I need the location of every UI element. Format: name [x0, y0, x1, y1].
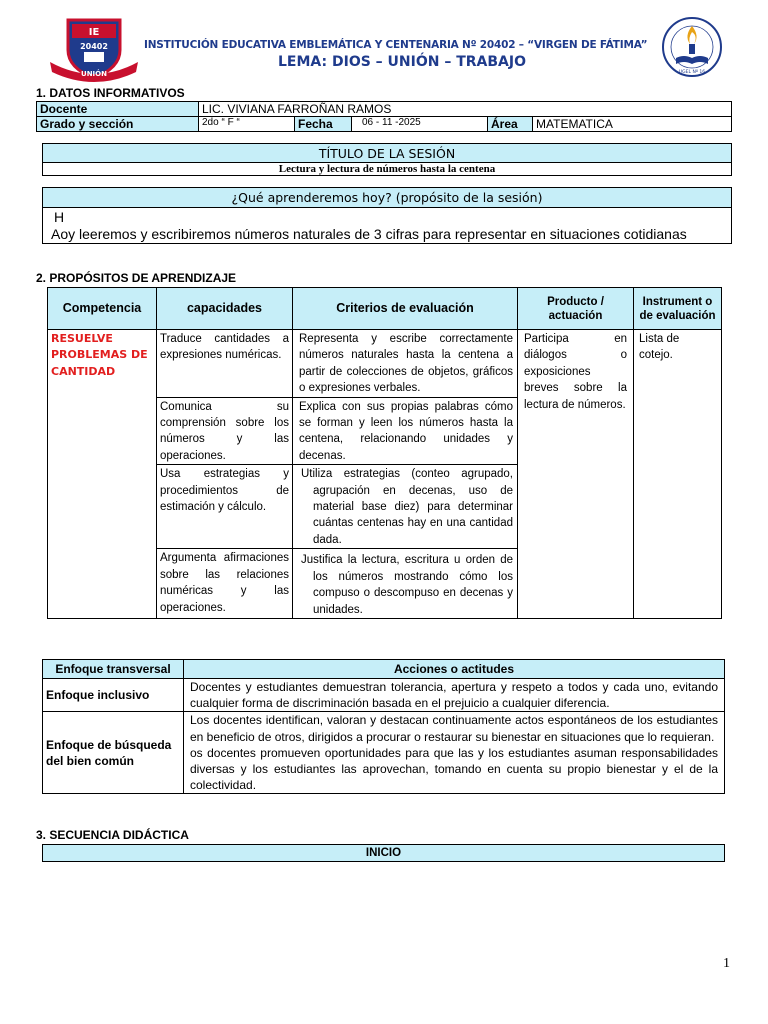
school-crest-logo	[46, 16, 142, 82]
enfoque-bien-comun-label: Enfoque de búsqueda del bien común	[43, 712, 184, 794]
docente-value: LIC. VIVIANA FARROÑAN RAMOS	[199, 102, 732, 117]
enfoque-inclusivo-label: Enfoque inclusivo	[43, 679, 184, 712]
capacidad-2: Comunica su comprensión sobre los números y las operaciones.	[157, 397, 293, 465]
ugel-logo	[656, 16, 728, 78]
header-capacidades: capacidades	[157, 288, 293, 330]
criterio-4: Justifica la lectura, escritura u orden de los números mostrando cómo los compuso o descompuso en decenas y unidades.	[301, 554, 513, 616]
propositos-table	[47, 287, 722, 619]
school-crest-icon	[46, 16, 142, 82]
enfoque-bien-comun-text: Los docentes identifican, valoran y destacan continuamente actos espontáneos de los estudiantes en beneficio de otros, dirigidos a procurar o restaurar su bienestar en situaciones que lo requieran.	[190, 713, 718, 744]
criterio-1: Representa y escribe correctamente números naturales hasta la centena a partir de colecciones de objetos, gráficos o expresiones verbales.	[293, 330, 518, 398]
torch-book-icon	[656, 16, 728, 78]
header-criterios: Criterios de evaluación	[293, 288, 518, 330]
school-motto: LEMA: DIOS – UNIÓN – TRABAJO	[278, 54, 526, 70]
enfoque-header-left: Enfoque transversal	[43, 660, 184, 679]
enfoque-inclusivo-text: Docentes y estudiantes demuestran tolerancia, apertura y respeto a todos y cada uno, evitando cualquier forma de discriminación basada en el prejuicio a cualquier diferencia.	[184, 679, 725, 712]
header-competencia: Competencia	[48, 288, 157, 330]
enfoque-bien-comun-text2: os docentes promueven oportunidades para que las y los estudiantes asuman responsabilidades diversas y los estudiantes las aprovechan, tomando en cuenta su propio bienestar y el de la colectividad.	[190, 745, 718, 793]
instrumento-value: Lista de cotejo.	[634, 330, 722, 619]
grado-value: 2do “ F “	[199, 117, 295, 132]
datos-informativos-table	[36, 101, 732, 132]
header-producto: Producto / actuación	[518, 288, 634, 330]
grado-label: Grado y sección	[37, 117, 199, 132]
docente-label: Docente	[37, 102, 199, 117]
session-title-label: TÍTULO DE LA SESIÓN	[43, 144, 732, 163]
capacidad-1: Traduce cantidades a expresiones numéricas.	[157, 330, 293, 398]
section1-heading: 1. DATOS INFORMATIVOS	[36, 86, 185, 100]
session-title-table	[42, 143, 732, 176]
purpose-line1: H	[54, 209, 65, 225]
crest-letters: IE	[88, 27, 100, 38]
enfoque-header-right: Acciones o actitudes	[184, 660, 725, 679]
enfoques-table	[42, 659, 725, 794]
fecha-value: 06 - 11 -2025	[352, 117, 488, 132]
section2-heading: 2. PROPÓSITOS DE APRENDIZAJE	[36, 271, 237, 285]
criterio-3: Utiliza estrategias (conteo agrupado, agrupación en decenas, uso de material base diez) para determinar cuántas centenas hay en una cantidad dada.	[301, 468, 513, 546]
session-title-value: Lectura y lectura de números hasta la centena	[43, 163, 732, 176]
purpose-label: ¿Qué aprenderemos hoy? (propósito de la sesión)	[43, 188, 732, 208]
inicio-label: INICIO	[43, 845, 725, 862]
institution-name: INSTITUCIÓN EDUCATIVA EMBLEMÁTICA Y CENTENARIA Nº 20402 – “VIRGEN DE FÁTIMA”	[144, 39, 648, 51]
capacidad-4: Argumenta afirmaciones sobre las relaciones numéricas y las operaciones.	[157, 549, 293, 619]
header-instrumento: Instrument o de evaluación	[634, 288, 722, 330]
area-label: Área	[488, 117, 533, 132]
purpose-text: Aoy leeremos y escribiremos números naturales de 3 cifras para representar en situaciones cotidianas	[51, 226, 687, 242]
section3-heading: 3. SECUENCIA DIDÁCTICA	[36, 828, 189, 842]
competencia-value: RESUELVE PROBLEMAS DE CANTIDAD	[48, 330, 157, 619]
capacidad-3: Usa estrategias y procedimientos de estimación y cálculo.	[157, 465, 293, 549]
session-purpose-table	[42, 187, 732, 244]
criterio-2: Explica con sus propias palabras cómo se forman y leen los números hasta la centena, relacionando unidades y decenas.	[293, 397, 518, 465]
secuencia-table	[42, 844, 725, 862]
producto-value: Participa en diálogos o exposiciones breves sobre la lectura de números.	[518, 330, 634, 619]
crest-number: 20402	[80, 42, 108, 51]
crest-band: UNIÓN	[81, 70, 107, 78]
ugel-label: UGEL Nº 16	[678, 70, 706, 75]
area-value: MATEMATICA	[533, 117, 732, 132]
fecha-label: Fecha	[295, 117, 352, 132]
page-number: 1	[723, 956, 730, 971]
